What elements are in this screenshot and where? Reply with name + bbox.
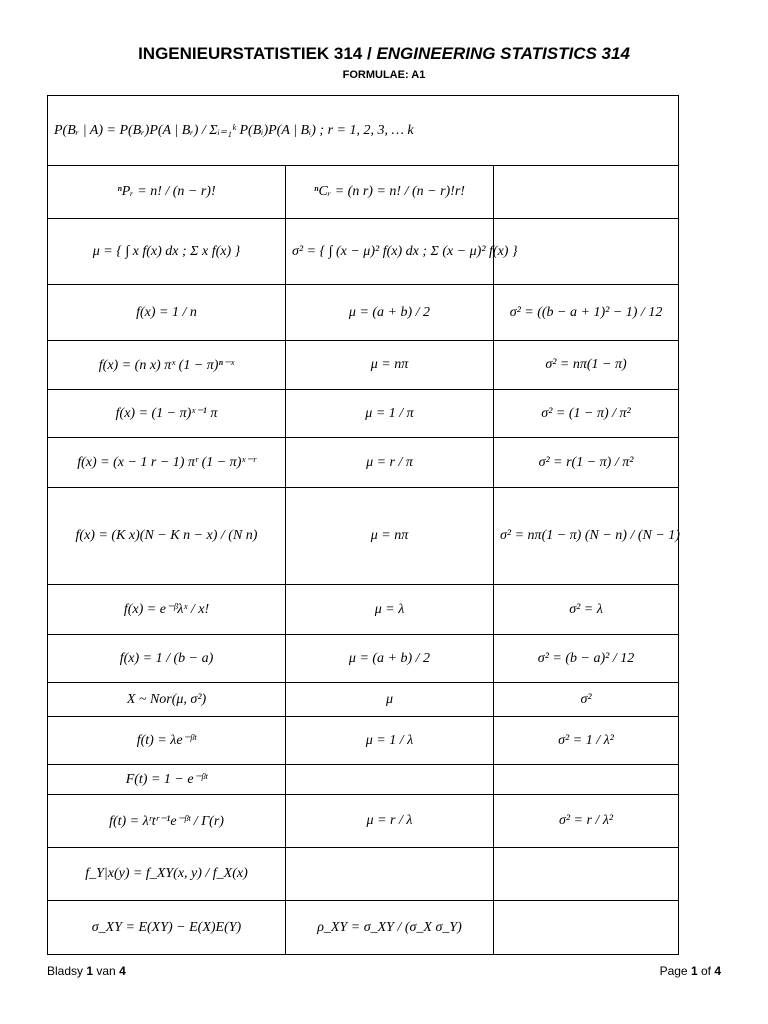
formula-cell (494, 765, 679, 795)
formula-cell (494, 848, 679, 901)
title-italic: ENGINEERING STATISTICS 314 (376, 44, 630, 63)
formula-cell: f(t) = λe⁻ᵝᵗ (48, 717, 286, 765)
formula-cell (286, 848, 494, 901)
formula-cell: μ = 1 / λ (286, 717, 494, 765)
formula-cell: ρ_XY = σ_XY / (σ_X σ_Y) (286, 901, 494, 955)
formula-cell (286, 765, 494, 795)
formula-cell: f(x) = e⁻ᵝλˣ / x! (48, 585, 286, 635)
footer-left-mid: van (93, 964, 120, 978)
formula-cell: f(x) = (1 − π)ˣ⁻¹ π (48, 390, 286, 438)
footer-right-total: 4 (714, 964, 721, 978)
footer-right-pre: Page (659, 964, 691, 978)
formula-row (48, 390, 679, 438)
formula-row (48, 635, 679, 683)
formula-cell: σ_XY = E(XY) − E(X)E(Y) (48, 901, 286, 955)
formula-row (48, 765, 679, 795)
formula-cell: F(t) = 1 − e⁻ᵝᵗ (48, 765, 286, 795)
page-title (0, 44, 768, 64)
footer-left-pre: Bladsy (47, 964, 87, 978)
formula-cell: f_Y|x(y) = f_XY(x, y) / f_X(x) (48, 848, 286, 901)
formula-cell: σ² = (1 − π) / π² (494, 390, 679, 438)
formula-cell: f(x) = 1 / n (48, 285, 286, 341)
formula-cell: f(x) = (K x)(N − K n − x) / (N n) (48, 488, 286, 585)
formula-cell: σ² = 1 / λ² (494, 717, 679, 765)
title-plain: INGENIEURSTATISTIEK 314 / (138, 44, 377, 63)
formula-cell: σ² = r / λ² (494, 795, 679, 848)
formula-cell: μ = nπ (286, 341, 494, 390)
formula-row (48, 285, 679, 341)
formula-cell: f(t) = λʳtʳ⁻¹e⁻ᵝᵗ / Γ(r) (48, 795, 286, 848)
formula-cell (494, 901, 679, 955)
formula-row (48, 848, 679, 901)
formula-cell: X ~ Nor(μ, σ²) (48, 683, 286, 717)
formula-cell: μ = { ∫ x f(x) dx ; Σ x f(x) } (48, 219, 286, 285)
formula-cell (494, 219, 679, 285)
formula-row (48, 96, 679, 166)
formula-cell: σ² = nπ(1 − π) (N − n) / (N − 1) (494, 488, 679, 585)
formula-cell: ⁿCᵣ = (n r) = n! / (n − r)!r! (286, 166, 494, 219)
formula-cell: μ (286, 683, 494, 717)
formula-row (48, 717, 679, 765)
formula-cell: σ² = r(1 − π) / π² (494, 438, 679, 488)
footer-left-total: 4 (119, 964, 126, 978)
formula-row (48, 901, 679, 955)
formula-cell: μ = (a + b) / 2 (286, 635, 494, 683)
formula-row (48, 341, 679, 390)
footer-left-page: 1 (86, 964, 94, 978)
formula-cell: ⁿPᵣ = n! / (n − r)! (48, 166, 286, 219)
formula-row (48, 219, 679, 285)
formula-cell: μ = (a + b) / 2 (286, 285, 494, 341)
formula-cell: μ = 1 / π (286, 390, 494, 438)
footer-right (660, 964, 721, 978)
formula-row (48, 795, 679, 848)
formula-cell: μ = r / λ (286, 795, 494, 848)
formula-cell (494, 166, 679, 219)
formula-cell: σ² = ((b − a + 1)² − 1) / 12 (494, 285, 679, 341)
footer-left (47, 964, 126, 978)
formula-cell: μ = nπ (286, 488, 494, 585)
footer-right-mid: of (697, 964, 715, 978)
formula-cell: σ² (494, 683, 679, 717)
page-subtitle: FORMULAE: A1 (342, 69, 426, 81)
formula-cell: f(x) = (n x) πˣ (1 − π)ⁿ⁻ˣ (48, 341, 286, 390)
formula-row (48, 683, 679, 717)
formula-cell: σ² = nπ(1 − π) (494, 341, 679, 390)
formula-row (48, 488, 679, 585)
formula-cell: μ = λ (286, 585, 494, 635)
footer-right-page: 1 (690, 964, 698, 978)
formula-row (48, 438, 679, 488)
formula-cell: P(Bᵣ | A) = P(Bᵣ)P(A | Bᵣ) / Σᵢ₌₁ᵏ P(Bᵢ)P(A | Bᵢ) ; r = 1, 2, 3, … k (48, 96, 679, 166)
formula-cell: f(x) = 1 / (b − a) (48, 635, 286, 683)
formula-cell: σ² = (b − a)² / 12 (494, 635, 679, 683)
formula-cell: σ² = { ∫ (x − μ)² f(x) dx ; Σ (x − μ)² f(x) } (286, 219, 494, 285)
formula-row (48, 585, 679, 635)
formula-cell: f(x) = (x − 1 r − 1) πʳ (1 − π)ˣ⁻ʳ (48, 438, 286, 488)
formula-cell: μ = r / π (286, 438, 494, 488)
formula-table (47, 95, 679, 955)
formula-cell: σ² = λ (494, 585, 679, 635)
formula-row (48, 166, 679, 219)
